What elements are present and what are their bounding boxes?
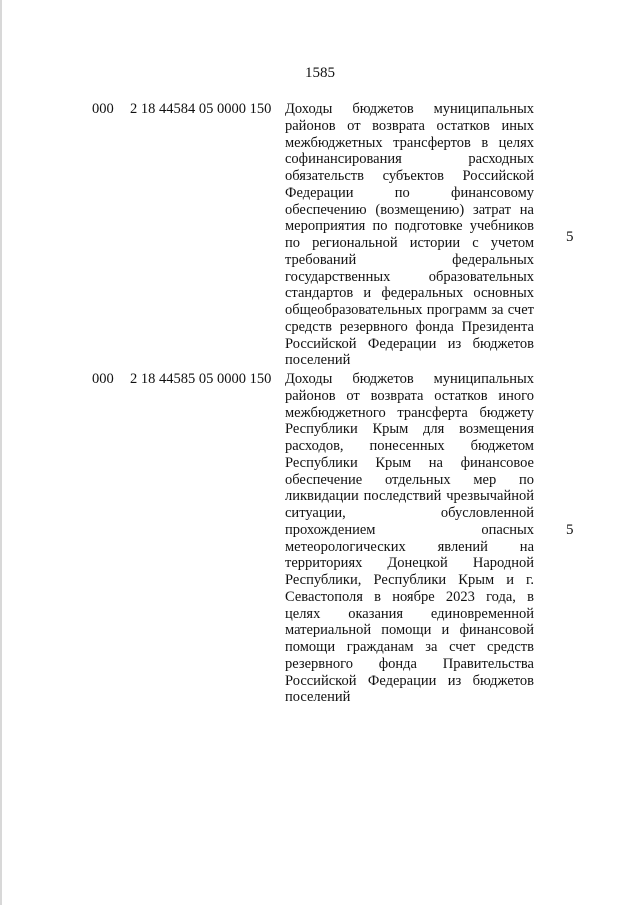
budget-classification-code: 2 18 44584 05 0000 150: [130, 101, 272, 117]
revenue-description: Доходы бюджетов муниципальных районов от возврата остатков иного межбюджетного трансферта бюджету Республики Крым для возмещения расходов, понесенных бюджетом Республики Крым на финансовое обеспечение отдельных мер по ликвидации последствий чрезвычайной ситуации, обусловленной прохождением опасных метеорологических явлений на территориях Донецкой Народной Республики, Республики Крым и г. Севастополя в ноябре 2023 года, в целях оказания единовременной материальной помощи и финансовой помощи гражданам за счет средств резервного фонда Правительства Российской Федерации из бюджетов поселений: [285, 371, 534, 706]
admin-code: 000: [92, 371, 114, 387]
budget-classification-code: 2 18 44585 05 0000 150: [130, 371, 272, 387]
scan-edge: [0, 0, 2, 905]
revenue-description: Доходы бюджетов муниципальных районов от возврата остатков иных межбюджетных трансфертов в целях софинансирования расходных обязательств субъектов Российской Федерации по финансовому обеспечению (возмещению) затрат на мероприятия по подготовке учебников по региональной истории с учетом требований федеральных государственных образовательных стандартов и федеральных основных общеобразовательных программ за счет средств резервного фонда Президента Российской Федерации из бюджетов поселений: [285, 101, 534, 369]
amount-value: 5: [566, 229, 574, 245]
page-number: 1585: [305, 65, 335, 81]
admin-code: 000: [92, 101, 114, 117]
amount-value: 5: [566, 522, 574, 538]
